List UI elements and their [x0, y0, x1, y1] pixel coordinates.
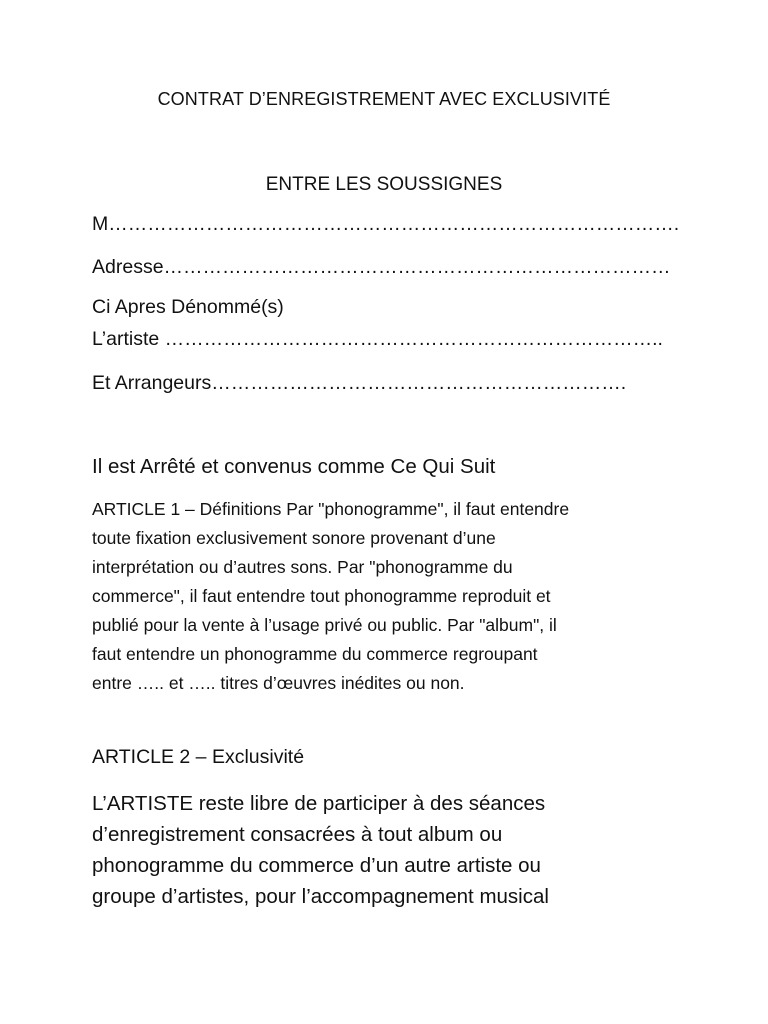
article-1-line: ARTICLE 1 – Définitions Par "phonogramme", il faut entendre — [92, 499, 570, 519]
article-2-line: groupe d’artistes, pour l’accompagnement musical — [92, 885, 549, 908]
field-adresse: Adresse…………………………………………………………………… — [92, 256, 671, 278]
document-title: CONTRAT D’ENREGISTREMENT AVEC EXCLUSIVITÉ — [157, 89, 611, 109]
article-2-title: ARTICLE 2 – Exclusivité — [92, 746, 305, 768]
article-2-line: d’enregistrement consacrées à tout album ou — [92, 823, 503, 846]
field-ci-apres: Ci Apres Dénommé(s) — [92, 296, 284, 318]
article-2-text — [92, 788, 712, 912]
document-subtitle: ENTRE LES SOUSSIGNES — [265, 174, 503, 195]
field-arrangeurs: Et Arrangeurs………………………………………………………. — [92, 372, 627, 394]
field-m: M……………………………………………………………………………. — [92, 213, 680, 235]
section-heading: Il est Arrêté et convenus comme Ce Qui Suit — [92, 455, 496, 478]
article-1-line: interprétation ou d’autres sons. Par "phonogramme du — [92, 557, 513, 577]
article-1-line: toute fixation exclusivement sonore provenant d’une — [92, 528, 496, 548]
article-1-line: commerce", il faut entendre tout phonogramme reproduit et — [92, 586, 551, 606]
article-1-line: faut entendre un phonogramme du commerce regroupant — [92, 644, 538, 664]
article-2-line: phonogramme du commerce d’un autre artiste ou — [92, 854, 541, 877]
article-1-line: publié pour la vente à l’usage privé ou public. Par "album", il — [92, 615, 557, 635]
article-1-line: entre ….. et ….. titres d’œuvres inédites ou non. — [92, 673, 465, 693]
article-1-text — [92, 495, 692, 698]
article-2-line: L’ARTISTE reste libre de participer à des séances — [92, 792, 546, 815]
field-artiste: L’artiste ………………………………………………………………….. — [92, 328, 663, 350]
